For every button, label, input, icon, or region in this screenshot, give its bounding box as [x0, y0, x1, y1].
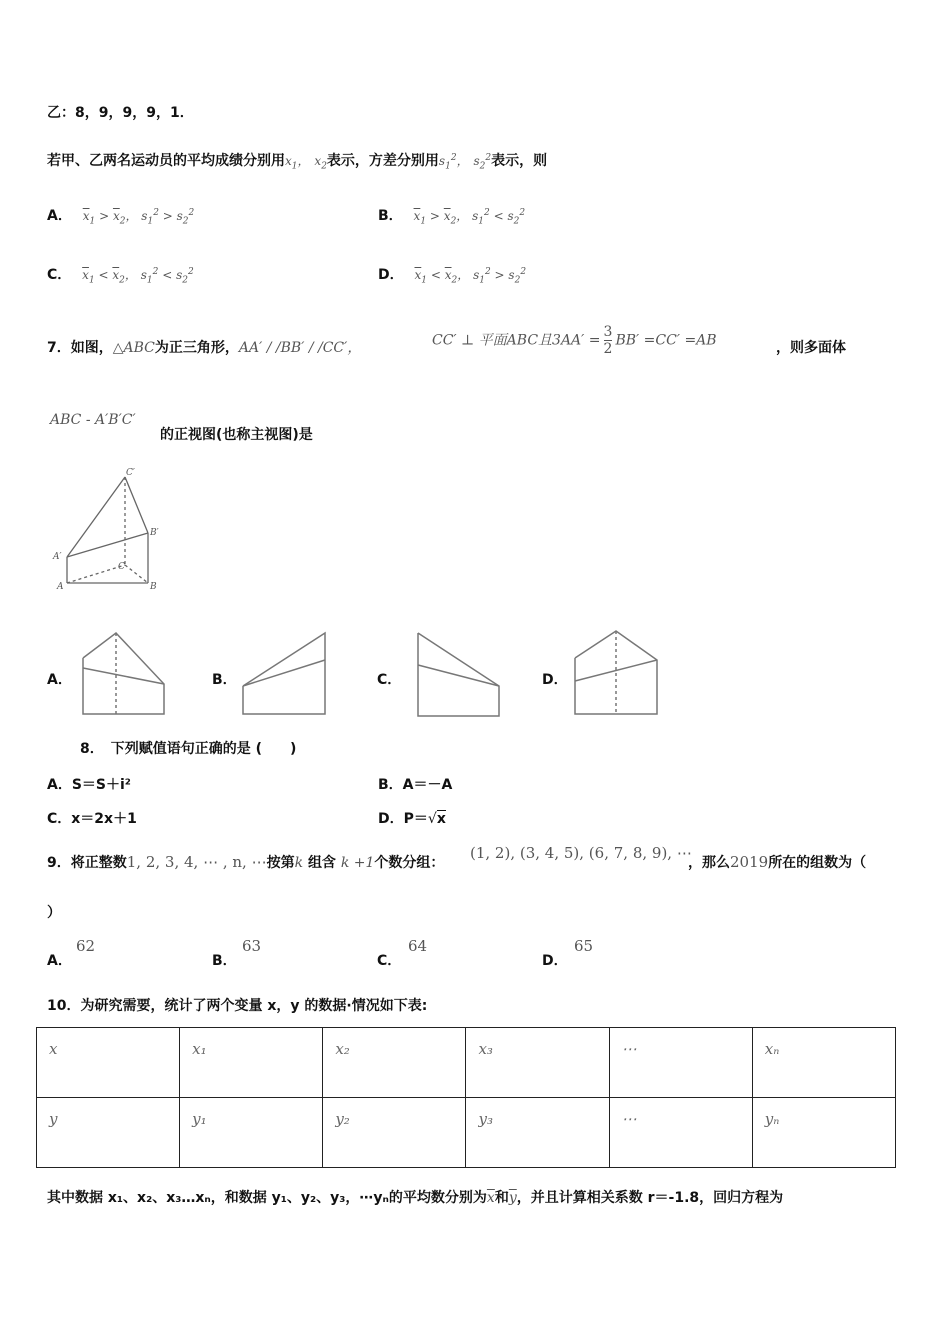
sqrt-icon: √	[427, 811, 437, 827]
table-cell: y₂	[323, 1098, 466, 1168]
q7-poly: ABC - A′B′C′	[50, 412, 136, 428]
line-yi: 乙：8，9，9，9，1．	[47, 105, 194, 121]
q7-option-b[interactable]: B．	[212, 672, 237, 688]
q7-stem-tail: ，则多面体	[776, 340, 846, 356]
label-a: A	[57, 582, 64, 592]
table-cell: y₃	[466, 1098, 609, 1168]
q8-option-d[interactable]: D．P＝√x	[378, 811, 446, 827]
q6-stem: 若甲、乙两名运动员的平均成绩分别用$x_1$， $x_2$表示，方差分别用$s_1^2$， $s_2^2$表示，则	[47, 153, 548, 172]
view-a[interactable]	[80, 630, 170, 720]
data-table	[36, 1027, 896, 1168]
view-c[interactable]	[415, 630, 505, 720]
q9-stem-tail: ，那么2019所在的组数为（	[688, 853, 867, 871]
q9-value-d: 65	[574, 937, 594, 955]
q7-option-d[interactable]: D．	[542, 672, 568, 688]
label-a-prime: A′	[53, 552, 62, 562]
q9-groups: (1, 2), (3, 4, 5), (6, 7, 8, 9), ⋯	[470, 844, 692, 862]
table-cell: y₁	[180, 1098, 323, 1168]
q8-option-b[interactable]: B．A＝－A	[378, 777, 453, 793]
q7-stem: 7．如图，△ABC为正三角形，AA′ / /BB′ / /CC′，	[47, 340, 362, 356]
view-b[interactable]	[240, 630, 330, 720]
label-c: C	[118, 562, 125, 572]
q6-option-a[interactable]: A． $\overline{x}_1 > \overline{x}_2$， $s_1^2 > s_2^2$	[47, 208, 195, 227]
table-cell: x₂	[323, 1028, 466, 1098]
x1-sym: $x_1$，	[285, 154, 310, 172]
table-cell: x₁	[180, 1028, 323, 1098]
table-cell: ⋯	[609, 1028, 752, 1098]
q9-option-c[interactable]: C．	[377, 953, 402, 969]
label-c-prime: C′	[126, 468, 135, 478]
table-cell: xₙ	[752, 1028, 895, 1098]
label-b-prime: B′	[150, 528, 159, 538]
q9-value-a: 62	[76, 937, 96, 955]
q8-option-a[interactable]: A．S＝S＋i²	[47, 777, 131, 793]
table-cell: ⋯	[609, 1098, 752, 1168]
s2-sym: $s_2^2$	[473, 153, 492, 172]
q9-option-b[interactable]: B．	[212, 953, 237, 969]
table-cell: x	[37, 1028, 180, 1098]
q7-stem-2: 的正视图(也称主视图)是	[160, 427, 313, 443]
table-cell: y	[37, 1098, 180, 1168]
q6-option-d[interactable]: D． $\overline{x}_1 < \overline{x}_2$， $s_1^2 > s_2^2$	[378, 267, 527, 286]
table-cell: x₃	[466, 1028, 609, 1098]
x2-sym: $x_2$	[314, 154, 327, 172]
q9-value-b: 63	[242, 937, 262, 955]
label-b: B	[150, 582, 157, 592]
q10-after: 其中数据 x₁、x₂、x₃…xₙ，和数据 y₁、y₂、y₃，⋯yₙ的平均数分别为$\overline{x}$和$\overline{y}$，并且计算相关系数 r＝-1.8，回归方程为	[47, 1190, 784, 1206]
q6-option-b[interactable]: B． $\overline{x}_1 > \overline{x}_2$， $s_1^2 < s_2^2$	[378, 208, 526, 227]
q9-stem: 9．将正整数1, 2, 3, 4, ⋯ , n, ⋯按第k 组含 k +1个数分组：	[47, 853, 445, 871]
q8-stem: 8． 下列赋值语句正确的是 ( )	[80, 741, 297, 757]
table-row	[37, 1098, 896, 1168]
q8-option-c[interactable]: C．x＝2x＋1	[47, 811, 137, 827]
q7-option-c[interactable]: C．	[377, 672, 402, 688]
q7-condition: CC′ ⊥ 平面ABC且3AA′ = $\frac{3}{2}$ BB′ =CC′ =AB	[432, 324, 717, 357]
s1-sym: $s_1^2$，	[438, 153, 469, 172]
table-cell: yₙ	[752, 1098, 895, 1168]
view-d[interactable]	[572, 628, 662, 718]
q9-option-a[interactable]: A．	[47, 953, 72, 969]
q9-value-c: 64	[408, 937, 428, 955]
q9-option-d[interactable]: D．	[542, 953, 568, 969]
q7-option-a[interactable]: A．	[47, 672, 72, 688]
q6-option-c[interactable]: C． $\overline{x}_1 < \overline{x}_2$， $s_1^2 < s_2^2$	[47, 267, 194, 286]
q9-close: ）	[47, 905, 61, 921]
q10-stem: 10．为研究需要，统计了两个变量 x，y 的数据·情况如下表:	[47, 998, 428, 1014]
polyhedron-figure	[50, 465, 180, 595]
table-row	[37, 1028, 896, 1098]
